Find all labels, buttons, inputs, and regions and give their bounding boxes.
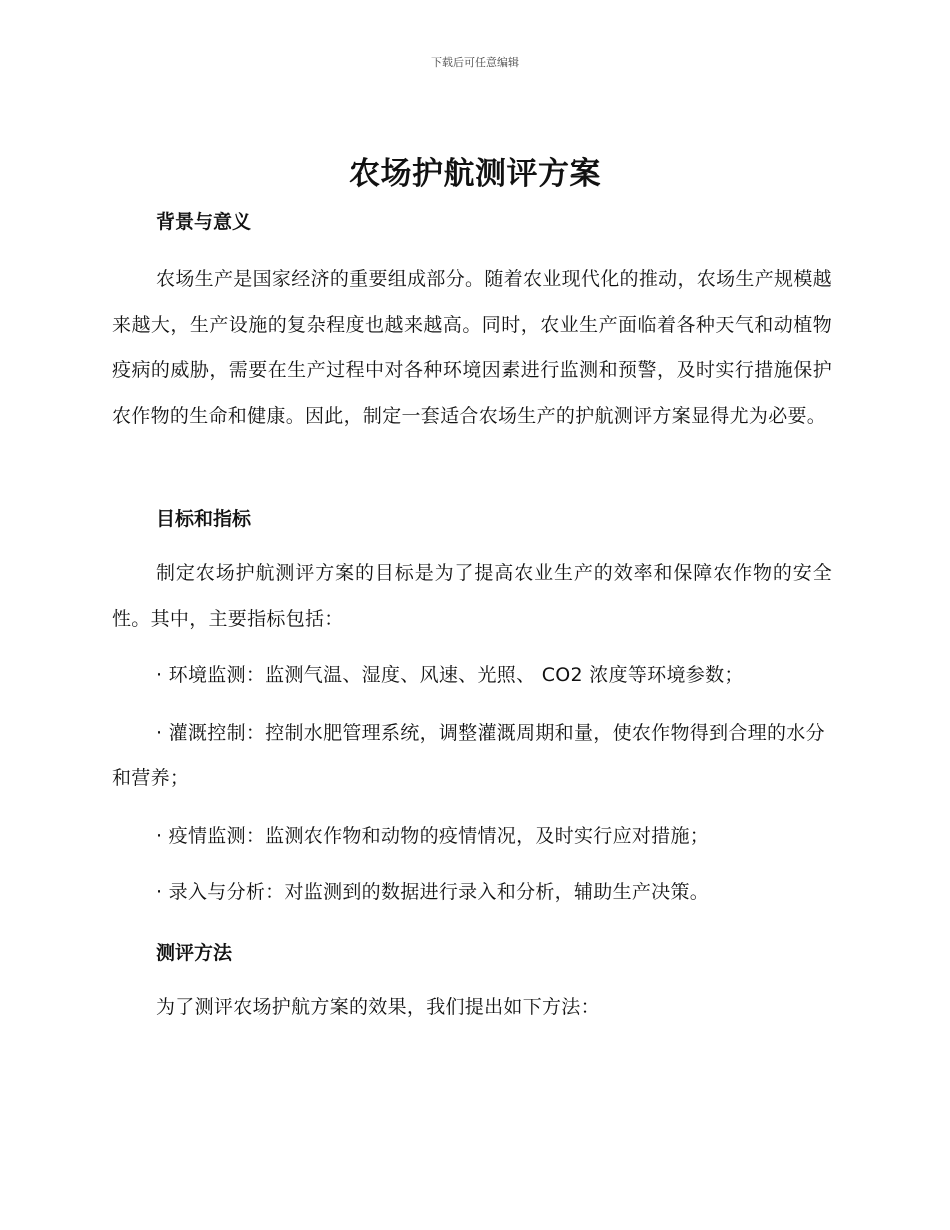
section-heading-goals: 目标和指标 — [156, 508, 252, 530]
section-heading-background: 背景与意义 — [156, 211, 252, 233]
section-paragraph-method: 为了测评农场护航方案的效果，我们提出如下方法： — [156, 996, 600, 1018]
bullet-item-data-analysis: · 录入与分析：对监测到的数据进行录入和分析，辅助生产决策。 — [156, 881, 710, 903]
bullet-item-environment: · 环境监测：监测气温、湿度、风速、光照、 CO2 浓度等环境参数； — [156, 664, 744, 686]
bullet-item-irrigation: · 灌溉控制：控制水肥管理系统，调整灌溉周期和量，使农作物得到合理的水分和营养； — [112, 722, 825, 789]
document-title: 农场护航测评方案 — [349, 156, 601, 192]
header-note: 下载后可任意编辑 — [431, 56, 519, 69]
bullet-item-epidemic: · 疫情监测：监测农作物和动物的疫情情况，及时实行应对措施； — [156, 825, 710, 847]
section-paragraph-goals: 制定农场护航测评方案的目标是为了提高农业生产的效率和保障农作物的安全性。其中，主要指标包括： — [112, 562, 832, 630]
section-paragraph-background: 农场生产是国家经济的重要组成部分。随着农业现代化的推动，农场生产规模越来越大，生产设施的复杂程度也越来越高。同时，农业生产面临着各种天气和动植物疫病的威胁，需要在生产过程中对各种环境因素进行监测和预警，及时实行措施保护农作物的生命和健康。因此，制定一套适合农场生产的护航测评方案显得尤为必要。 — [112, 268, 832, 427]
section-heading-method: 测评方法 — [156, 942, 233, 964]
